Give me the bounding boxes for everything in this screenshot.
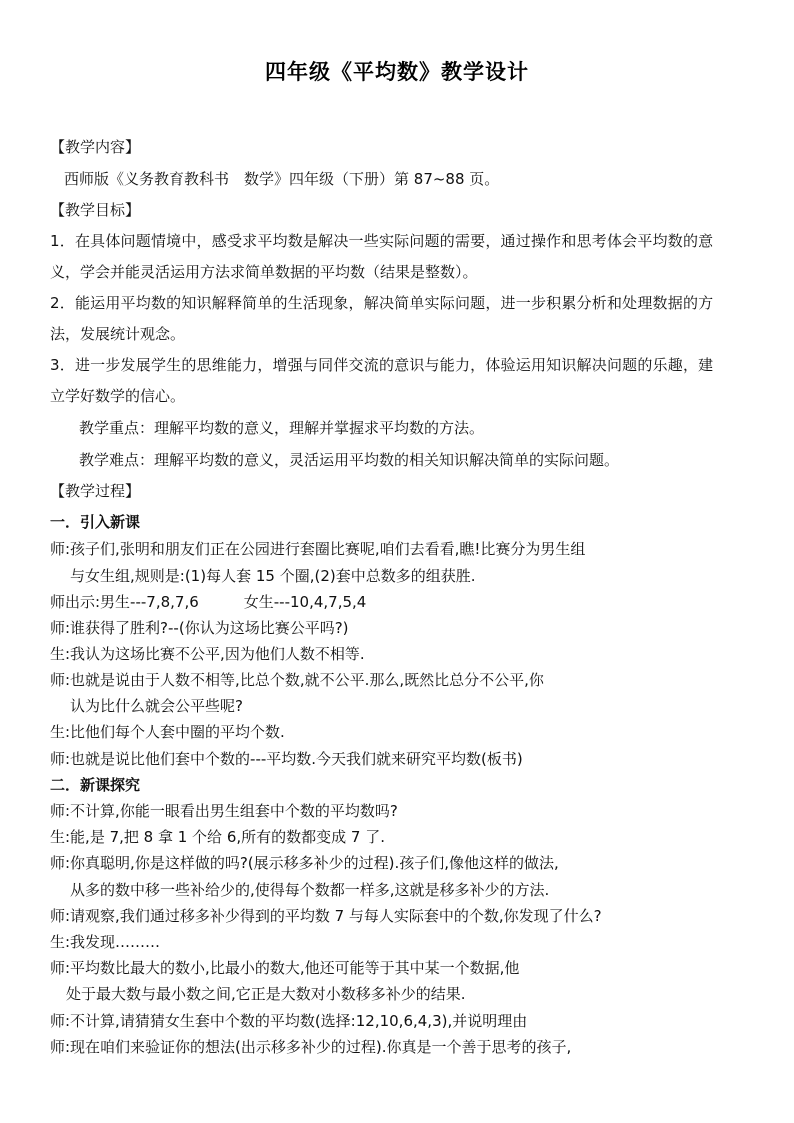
goal-1-line-1: 1．在具体问题情境中，感受求平均数是解决一些实际问题的需要，通过操作和思考体会平均数的意 bbox=[50, 232, 714, 250]
part-1-heading: 一．引入新课 bbox=[50, 513, 141, 531]
dialogue-line: 师:也就是说比他们套中个数的---平均数.今天我们就来研究平均数(板书) bbox=[50, 750, 523, 768]
dialogue-line: 师出示:男生---7,8,7,6 女生---10,4,7,5,4 bbox=[50, 593, 367, 611]
dialogue-line: 生:我认为这场比赛不公平,因为他们人数不相等. bbox=[50, 645, 365, 663]
difficult-point: 教学难点：理解平均数的意义，灵活运用平均数的相关知识解决简单的实际问题。 bbox=[79, 451, 620, 469]
goals-heading: 【教学目标】 bbox=[50, 201, 141, 219]
dialogue-line: 师:谁获得了胜利?--(你认为这场比赛公平吗?) bbox=[50, 619, 349, 637]
dialogue-line: 处于最大数与最小数之间,它正是大数对小数移多补少的结果. bbox=[66, 985, 466, 1003]
dialogue-line: 与女生组,规则是:(1)每人套 15 个圈,(2)套中总数多的组获胜. bbox=[70, 567, 476, 585]
process-heading: 【教学过程】 bbox=[50, 482, 141, 500]
dialogue-line: 生:我发现……… bbox=[50, 933, 161, 951]
dialogue-line: 认为比什么就会公平些呢? bbox=[70, 697, 243, 715]
dialogue-line: 师:现在咱们来验证你的想法(出示移多补少的过程).你真是一个善于思考的孩子, bbox=[50, 1038, 572, 1056]
dialogue-line: 师:不计算,请猜猜女生套中个数的平均数(选择:12,10,6,4,3),并说明理由 bbox=[50, 1012, 528, 1030]
dialogue-line: 生:能,是 7,把 8 拿 1 个给 6,所有的数都变成 7 了. bbox=[50, 828, 385, 846]
goal-1-line-2: 义，学会并能灵活运用方法求简单数据的平均数（结果是整数）。 bbox=[50, 263, 478, 281]
goal-2-line-1: 2．能运用平均数的知识解释简单的生活现象，解决简单实际问题，进一步积累分析和处理数据的方 bbox=[50, 294, 714, 312]
part-2-heading: 二．新课探究 bbox=[50, 776, 141, 794]
dialogue-line: 生:比他们每个人套中圈的平均个数. bbox=[50, 723, 285, 741]
dialogue-line: 从多的数中移一些补给少的,使得每个数都一样多,这就是移多补少的方法. bbox=[70, 881, 550, 899]
dialogue-line: 师:孩子们,张明和朋友们正在公园进行套圈比赛呢,咱们去看看,瞧!比赛分为男生组 bbox=[50, 540, 586, 558]
goal-2-line-2: 法，发展统计观念。 bbox=[50, 325, 186, 343]
content-heading: 【教学内容】 bbox=[50, 138, 141, 156]
content-text: 西师版《义务教育教科书 数学》四年级（下册）第 87~88 页。 bbox=[64, 170, 500, 188]
dialogue-line: 师:请观察,我们通过移多补少得到的平均数 7 与每人实际套中的个数,你发现了什么? bbox=[50, 907, 602, 925]
goal-3-line-2: 立学好数学的信心。 bbox=[50, 387, 186, 405]
dialogue-line: 师:也就是说由于人数不相等,比总个数,就不公平.那么,既然比总分不公平,你 bbox=[50, 671, 544, 689]
dialogue-line: 师:不计算,你能一眼看出男生组套中个数的平均数吗? bbox=[50, 802, 398, 820]
key-point: 教学重点：理解平均数的意义，理解并掌握求平均数的方法。 bbox=[79, 419, 485, 437]
dialogue-line: 师:平均数比最大的数小,比最小的数大,他还可能等于其中某一个数据,他 bbox=[50, 959, 520, 977]
document-title: 四年级《平均数》教学设计 bbox=[265, 60, 529, 84]
goal-3-line-1: 3．进一步发展学生的思维能力，增强与同伴交流的意识与能力，体验运用知识解决问题的乐趣，建 bbox=[50, 356, 714, 374]
dialogue-line: 师:你真聪明,你是这样做的吗?(展示移多补少的过程).孩子们,像他这样的做法, bbox=[50, 854, 559, 872]
